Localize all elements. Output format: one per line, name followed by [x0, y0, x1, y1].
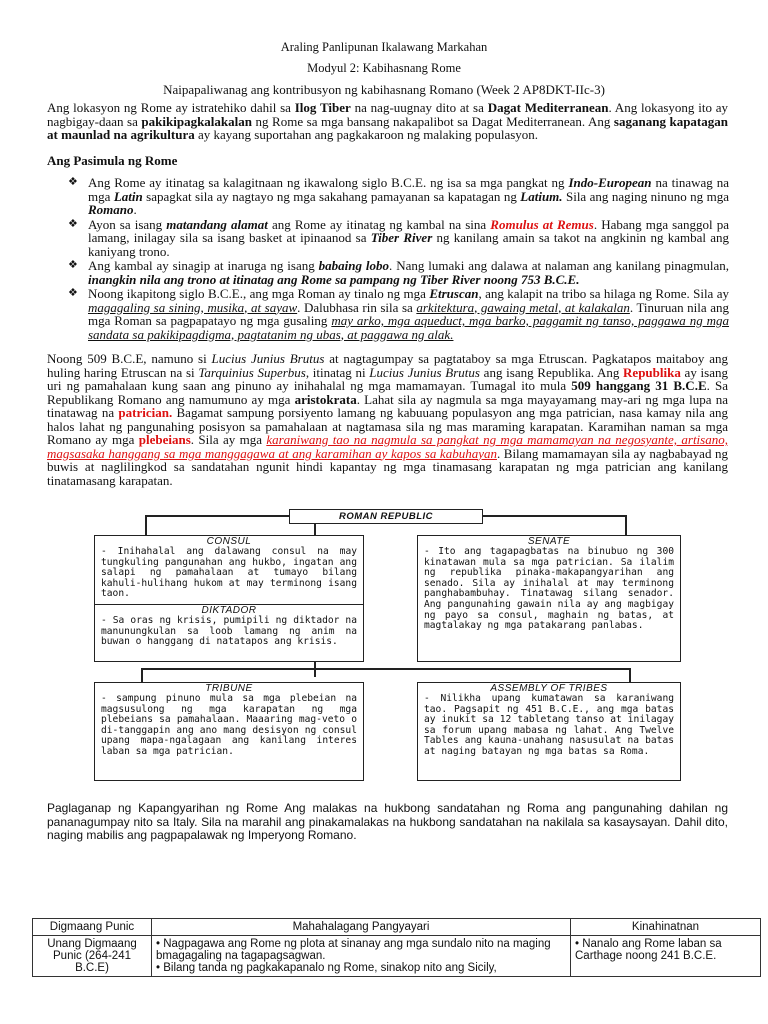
outcome-cell: • Nanalo ang Rome laban sa Carthage noong 241 B.C.E. [571, 936, 761, 977]
diktador-description: - Sa oras ng krisis, pumipili ng diktador na manunungkulan sa loob lamang ng anim na buwan o hanggang di natatapos ang krisis. [101, 614, 357, 648]
bullet-item: ❖ Ayon sa isang matandang alamat ang Rome ay itinatag ng kambal na sina Romulus at Remus. Habang mga sanggol pa lamang, inilagay sila sa isang basket at ipinaanod sa Tiber River ng kanilang amain sa takot na angkinin ng kambal ang kaniyang trono. [68, 216, 729, 259]
assembly-title: ASSEMBLY OF TRIBES [490, 683, 608, 694]
senate-title: SENATE [527, 536, 571, 547]
tribune-title: TRIBUNE [205, 683, 253, 694]
consul-title: CONSUL [206, 536, 252, 547]
connector-line [141, 668, 143, 682]
tribune-box [94, 682, 364, 781]
punic-wars-table [32, 918, 761, 977]
assembly-box [417, 682, 681, 781]
connector-line [145, 515, 147, 535]
senate-description: - Ito ang tagapagbatas na binubuo ng 300 kinatawan mula sa mga patrician. Sa ilalim ng republika pinaka-makapangyarihan ang senado. Sila ay inihalal at may terminong panghabambuhay. Tinatawag silang senador. Ang pangunahing gawain nila ay ang magbigay ng payo sa consul, maghain ng batas, at magtalakay ng mga patakarang panlabas. [424, 546, 674, 632]
consul-description: - Inihahalal ang dalawang consul na may tungkuling pangunahan ang hukbo, ingatan ang salapi ng pamahalaan at tumayo bilang kahuli-hulihang hukom at may terminong isang taon. [101, 546, 357, 600]
column-header: Kinahinatnan [571, 919, 761, 936]
module-title: Modyul 2: Kabihasnang Rome [307, 61, 461, 75]
bullet-diamond-icon: ❖ [68, 217, 78, 230]
origin-bullet-list [68, 176, 729, 342]
bullet-item: ❖ Ang Rome ay itinatag sa kalagitnaan ng ikawalong siglo B.C.E. ng isa sa mga pangkat ng Indo-European na tinawag na mga Latin sapagkat sila ay nagtayo ng mga sakahang pamayanan sa kapatagan ng Latium. Sila ang naging ninuno ng mga Romano. [68, 175, 729, 217]
event-item: • Nagpagawa ang Rome ng plota at sinanay ang mga sundalo nito na maging bmagagaling na tagapagsagwan. [156, 938, 551, 962]
column-header: Digmaang Punic [33, 919, 152, 936]
table-row [33, 936, 761, 977]
bullet-item: ❖ Noong ikapitong siglo B.C.E., ang mga Roman ay tinalo ng mga Etruscan, ang kalapit na tribo sa hilaga ng Rome. Sila ay magagaling sa sining, musika, at sayaw. Dalubhasa rin sila sa arkitektura, gawaing metal, at kalakalan. Tinuruan nila ang mga Roman sa pagpapatayo ng mga gusaling may arko, mga aqueduct, mga barko, paggamit ng tanso, paggawa ng mga sandata sa pakikipagdigma, pagtatanim ng ubas, at paggawa ng alak. [68, 286, 730, 342]
events-cell [152, 936, 571, 977]
diktador-title: DIKTADOR [201, 604, 257, 616]
connector-line [625, 515, 627, 535]
event-item: • Bilang tanda ng pagkakapanalo ng Rome, sinakop nito ang Sicily, [156, 962, 497, 974]
connector-line [141, 668, 631, 670]
power-paragraph: Paglaganap ng Kapangyarihan ng Rome Ang malakas na hukbong sandatahan ng Roma ang pangunahing dahilan ng pananagumpay nito sa Italy. Sila na marahil ang pinakamalakas na hukbong sandatahan na nakilala sa kasaysayan. Dahil dito, naging mabilis ang pagpapalawak ng Imperyong Romano. [47, 801, 728, 842]
war-name-cell: Unang Digmaang Punic (264-241 B.C.E) [33, 936, 152, 977]
republic-paragraph: Noong 509 B.C.E, namuno si Lucius Junius Brutus at nagtagumpay sa pagtataboy sa mga Etruscan. Pagkatapos maitaboy ang huling haring Etruscan na si Tarquinius Superbus, itinatag ni Lucius Junius Brutus ang isang Republika. Ang Republika ay isang uri ng pamahalaan kung saan ang pinuno ay inihahalal ng mga mamamayan. Tumagal ito mula 509 hanggang 31 B.C.E. Sa Republikang Romano ang namumuno ay mga aristokrata. Lahat sila ay nagmula sa mga mayayamang may-ari ng mga lupa na tinatawag na patrician. Bagamat sampung porsiyento lamang ng kabuuang populasyon ang mga patrician, nasa kamay nila ang halos lahat ng pangunahing posisyon sa pamahalaan at nagtamasa sila ng mas maraming karapatan. Karamihan naman sa mga Romano ay mga plebeians. Sila ay mga karaniwang tao na nagmula sa pangkat ng mga mamamayan na negosyante, artisano, magsasaka hanggang sa mga manggagawa at ang karamihan ay kapos sa kabuhayan. Bilang mamamayan sila ay nagbabayad ng buwis at naglilingkod sa sandatahan ngunit hindi kapantay ng mga tinamasang karapatan ng mga patrician ang kanilang tinatamasang karapatan. [47, 351, 729, 488]
tribune-description: - sampung pinuno mula sa mga plebeian na magsusulong ng mga karapatan ng mga plebeians sa pamahalaan. Maaaring mag-veto o di-tanggapin ang ano mang desisyon ng consul upang mapa-ngalagaan ang kanilang interes laban sa mga patrician. [101, 693, 357, 757]
connector-line [629, 668, 631, 682]
bullet-diamond-icon: ❖ [68, 176, 78, 188]
roman-republic-diagram [89, 506, 681, 781]
assembly-description: - Nilikha upang kumatawan sa karaniwang tao. Pagsapit ng 451 B.C.E., ang mga batas ay inukit sa 12 tabletang tanso at inilagay sa forum upang mabasa ng lahat. Ang Twelve Tables ang kauna-unahang nasusulat na batas at naging batayan ng mga batas sa Roma. [424, 693, 674, 757]
bullet-diamond-icon: ❖ [68, 259, 78, 271]
module-objective: Naipapaliwanag ang kontribusyon ng kabihasnang Romano (Week 2 AP8DKT-IIc-3) [163, 82, 605, 97]
bullet-item: ❖ Ang kambal ay sinagip at inaruga ng isang babaing lobo. Nang lumaki ang dalawa at nalaman ang kanilang pinagmulan, inangkin nila ang trono at itinatag ang Rome sa pampang ng Tiber River noong 753 B.C.E. [68, 258, 729, 287]
section-heading: Ang Pasimula ng Rome [47, 153, 178, 168]
consul-box [94, 535, 364, 662]
diagram-title: ROMAN REPUBLIC [338, 511, 434, 522]
table-header-row [33, 919, 761, 936]
module-subject: Araling Panlipunan Ikalawang Markahan [280, 40, 488, 54]
roman-republic-title-box [289, 509, 483, 524]
bullet-diamond-icon: ❖ [68, 287, 78, 299]
intro-paragraph: Ang lokasyon ng Rome ay istratehiko dahil sa Ilog Tiber na nag-uugnay dito at sa Dagat Mediterranean. Ang lokasyong ito ay nagbigay-daan sa pakikipagkalakalan ng Rome sa mga bansang nakapalibot sa Dagat Mediterranean. Ang saganang kapatagan at maunlad na agrikultura ay kayang suportahan ang pagkakaroon ng malaking populasyon. [47, 100, 729, 142]
column-header: Mahahalagang Pangyayari [152, 919, 571, 936]
senate-box [417, 535, 681, 662]
